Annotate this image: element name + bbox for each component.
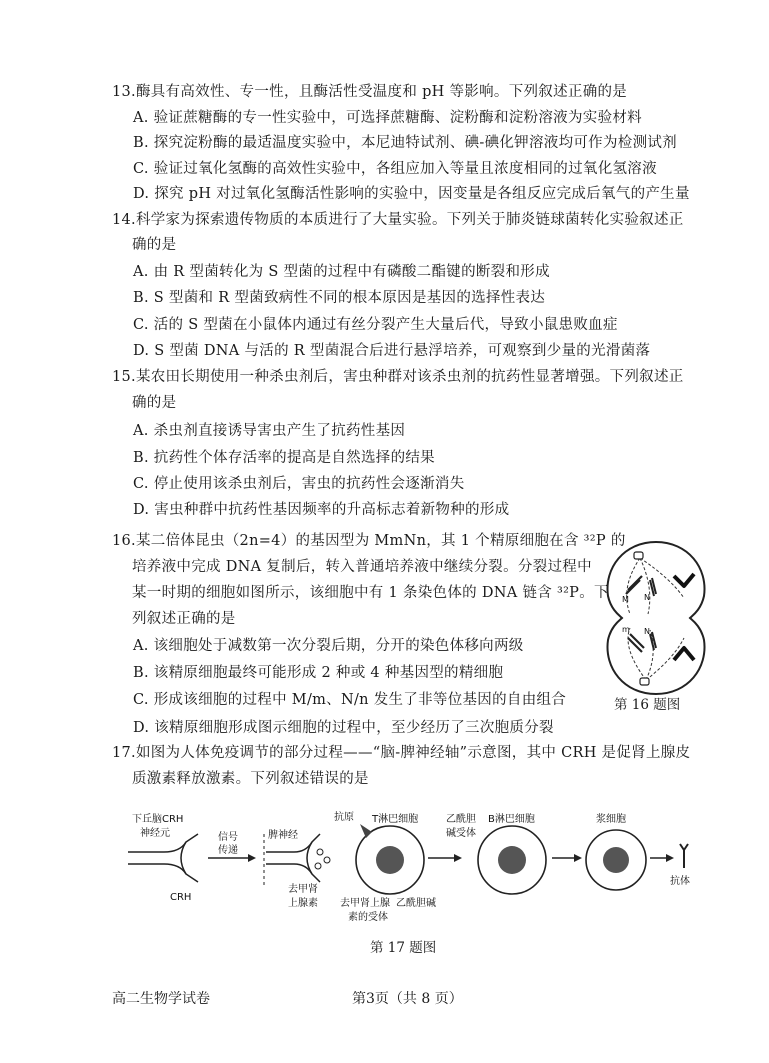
signal-label-2: 传递 [218, 845, 238, 856]
question-15-option-d: D. 害虫种群中抗药性基因频率的升高标志着新物种的形成 [133, 502, 510, 518]
antigen [360, 824, 372, 838]
question-13-option-a: A. 验证蔗糖酶的专一性实验中，可选择蔗糖酶、淀粉酶和淀粉溶液为实验材料 [133, 110, 642, 126]
ach-receptor-label-2: 碱受体 [446, 828, 476, 839]
t-cell-label: T淋巴细胞 [372, 814, 419, 825]
gene-label-M: M [622, 595, 629, 604]
norepinephrine-vesicle-1 [317, 849, 323, 855]
ach-receptor-label-1: 乙酰胆 [446, 814, 476, 825]
signal-label-1: 信号 [218, 832, 238, 843]
t-cell-nucleus [376, 846, 404, 874]
chromosome-top-middle [650, 578, 656, 596]
chromosome-top-right [674, 574, 694, 586]
question-16-stem-line-4: 列叙述正确的是 [132, 611, 236, 627]
question-16-option-d: D. 该精原细胞形成图示细胞的过程中，至少经历了三次胞质分裂 [133, 720, 554, 736]
ach-label: 乙酰胆碱 [396, 898, 436, 909]
question-13-option-d: D. 探究 pH 对过氧化氢酶活性影响的实验中，因变量是各组反应完成后氧气的产生量 [133, 186, 690, 202]
arrow-plasma-to-antibody-head [666, 854, 674, 862]
question-15-stem-line-2: 确的是 [132, 395, 177, 411]
b-cell-nucleus [498, 846, 526, 874]
ne-receptor-label-2: 素的受体 [348, 912, 388, 923]
chromosome-bottom-right [674, 648, 694, 660]
question-14-stem-line-1: 14.科学家为探索遗传物质的本质进行了大量实验。下列关于肺炎链球菌转化实验叙述正 [112, 212, 684, 228]
question-17-immune-figure [128, 810, 698, 928]
question-14-option-b: B. S 型菌和 R 型菌致病性不同的根本原因是基因的选择性表达 [133, 290, 546, 306]
question-15-option-a: A. 杀虫剂直接诱导害虫产生了抗药性基因 [133, 423, 406, 439]
question-14-stem-line-2: 确的是 [132, 237, 177, 253]
hypothalamus-label-1: 下丘脑CRH [132, 814, 184, 825]
plasma-cell-nucleus [603, 847, 629, 873]
question-16-stem-line-3: 某一时期的细胞如图所示，该细胞中有 1 条染色体的 DNA 链含 ³²P。下 [132, 585, 609, 601]
gene-label-n: N [644, 627, 650, 636]
question-15-option-c: C. 停止使用该杀虫剂后，害虫的抗药性会逐渐消失 [133, 476, 465, 492]
footer-page-number: 第3页（共 8 页） [352, 991, 463, 1007]
question-14-option-c: C. 活的 S 型菌在小鼠体内通过有丝分裂产生大量后代，导致小鼠患败血症 [133, 317, 618, 333]
question-13-stem: 13.酶具有高效性、专一性，且酶活性受温度和 pH 等影响。下列叙述正确的是 [112, 84, 628, 100]
arrow-t-to-b-head [454, 854, 462, 862]
question-17-stem-line-2: 质激素释放激素。下列叙述错误的是 [132, 771, 369, 787]
question-14-option-a: A. 由 R 型菌转化为 S 型菌的过程中有磷酸二酯键的断裂和形成 [133, 264, 550, 280]
question-16-stem-line-1: 16.某二倍体昆虫（2n=4）的基因型为 MmNn，其 1 个精原细胞在含 ³²P 的 [112, 533, 626, 549]
centrosome-bottom [640, 678, 649, 685]
figure-17-caption: 第 17 题图 [370, 940, 437, 956]
question-14-option-d: D. S 型菌 DNA 与活的 R 型菌混合后进行悬浮培养，可观察到少量的光滑菌落 [133, 343, 651, 359]
chromosome-top-left [626, 576, 642, 594]
gene-label-N: N [644, 593, 650, 602]
crh-label: CRH [170, 892, 192, 903]
centrosome-top [634, 552, 643, 559]
norepinephrine-vesicle-2 [324, 857, 330, 863]
b-cell-label: B淋巴细胞 [488, 814, 535, 825]
norepinephrine-label-2: 上腺素 [288, 898, 318, 909]
signal-arrow-head [248, 854, 256, 862]
crh-neuron-axon [128, 834, 198, 882]
chromosome-bottom-left [628, 634, 644, 652]
antibody-icon [680, 844, 688, 868]
figure-16-caption: 第 16 题图 [614, 697, 681, 713]
plasma-cell-label: 浆细胞 [596, 814, 626, 825]
gene-label-m: m [622, 625, 630, 634]
question-16-stem-line-2: 培养液中完成 DNA 复制后，转入普通培养液中继续分裂。分裂过程中 [132, 559, 592, 575]
question-16-option-a: A. 该细胞处于减数第一次分裂后期，分开的染色体移向两级 [133, 638, 524, 654]
antibody-label: 抗体 [670, 876, 690, 887]
spleen-nerve-label: 脾神经 [268, 830, 298, 841]
cell-membrane [607, 542, 704, 694]
norepinephrine-vesicle-3 [315, 863, 321, 869]
footer-exam-name: 高二生物学试卷 [112, 991, 210, 1007]
question-16-option-b: B. 该精原细胞最终可能形成 2 种或 4 种基因型的精细胞 [133, 665, 504, 681]
question-16-option-c: C. 形成该细胞的过程中 M/m、N/n 发生了非等位基因的自由组合 [133, 692, 567, 708]
question-15-option-b: B. 抗药性个体存活率的提高是自然选择的结果 [133, 450, 435, 466]
spleen-nerve-axon [266, 834, 320, 882]
question-13-option-b: B. 探究淀粉酶的最适温度实验中，本尼迪特试剂、碘-碘化钾溶液均可作为检测试剂 [133, 135, 677, 151]
ne-receptor-label-1: 去甲肾上腺 [340, 898, 390, 909]
hypothalamus-label-2: 神经元 [140, 828, 170, 839]
question-17-stem-line-1: 17.如图为人体免疫调节的部分过程——“脑-脾神经轴”示意图，其中 CRH 是促肾上腺皮 [112, 745, 691, 761]
arrow-b-to-plasma-head [574, 854, 582, 862]
norepinephrine-label-1: 去甲肾 [288, 884, 318, 895]
question-16-cell-figure [600, 538, 712, 698]
question-13-option-c: C. 验证过氧化氢酶的高效性实验中，各组应加入等量且浓度相同的过氧化氢溶液 [133, 161, 657, 177]
question-15-stem-line-1: 15.某农田长期使用一种杀虫剂后，害虫种群对该杀虫剂的抗药性显著增强。下列叙述正 [112, 369, 684, 385]
antigen-label: 抗原 [334, 812, 354, 823]
